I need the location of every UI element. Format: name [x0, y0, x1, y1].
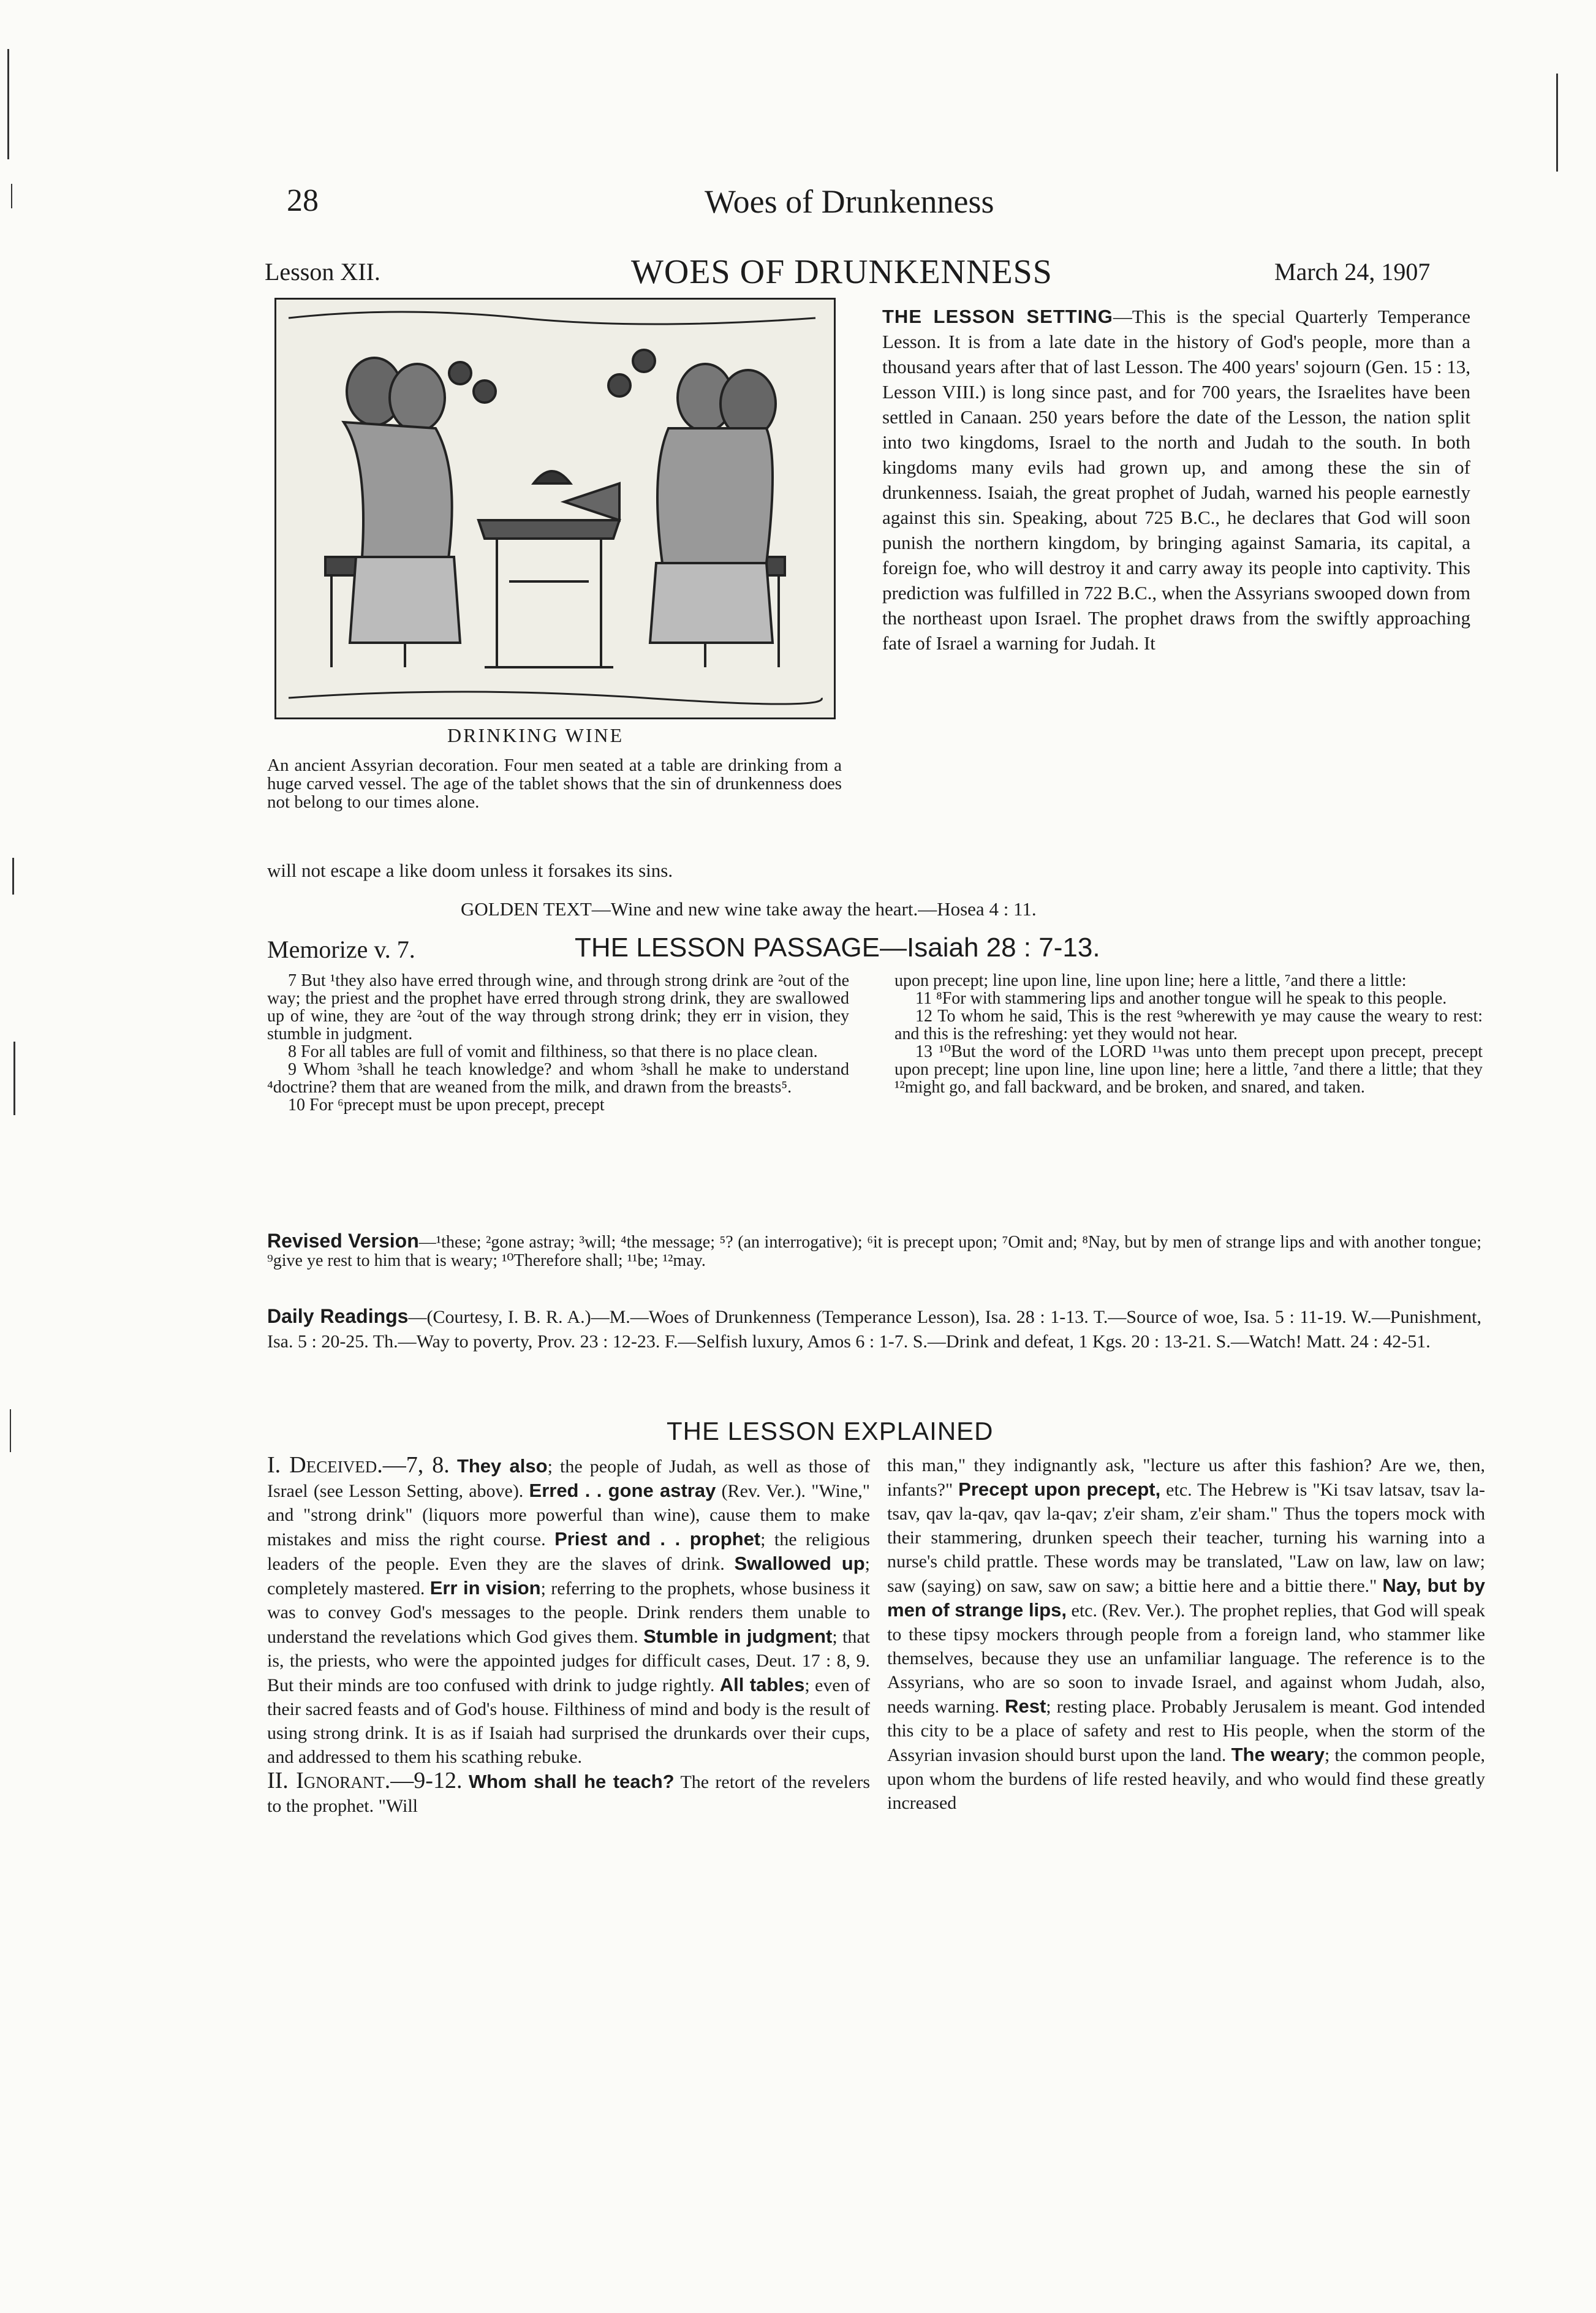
- explanation-text: ; the religious leaders of the people. Even they are the slaves of drink.: [267, 1529, 870, 1574]
- explanation-text: ; referring to the prophets, whose business it was to convey God's messages to the people. Drink renders them unable to understand the revelations which God gives them.: [267, 1578, 871, 1647]
- lesson-number: Lesson XII.: [265, 258, 380, 286]
- verse: upon precept; line upon line, line upon line; here a little, ⁷and there a little:: [894, 971, 1407, 990]
- revised-version-text: —¹these; ²gone astray; ³will; ⁴the message; ⁵? (an interrogative); ⁶it is precept upon; ⁷Omit and; ⁸Nay, but by men of strange lips and with another tongue; ⁹give ye rest to him that is weary; ¹⁰Therefore shall; ¹¹be; ¹²may.: [267, 1233, 1481, 1270]
- section-heading: II. Ignorant.—9-12.: [267, 1768, 463, 1793]
- lesson-setting-text: —This is the special Quarterly Temperance Lesson. It is from a late date in the history of God's people, more than a thousand years after that of last Lesson. The 400 years' sojourn (Gen. 15 : 13, Lesson VIII.) is long since past, and for 700 years, the Israelites have been settled in Canaan. 250 years before the date of the Lesson, the nation split into two kingdoms, Israel to the north and Judah to the south. In both kingdoms many evils had grown up, and among these the sin of drunkenness. Isaiah, the great prophet of Judah, warned his people earnestly against this sin. Speaking, about 725 B.C., he declares that God will soon punish the northern kingdom, by bringing against Samaria, its capital, a foreign foe, who will destroy it and carry away its people into captivity. This prediction was fulfilled in 722 B.C., when the Assyrians swooped down from the northeast upon Israel. The prophet draws from the swiftly approaching fate of Israel a warning for Judah. It: [882, 306, 1471, 654]
- explanation-text: (Rev. Ver.). "Wine," and "strong drink" (liquors more powerful than wine), cause them to make mistakes and miss the right course.: [267, 1481, 871, 1550]
- daily-readings-text: —(Courtesy, I. B. R. A.)—M.—Woes of Drunkenness (Temperance Lesson), Isa. 28 : 1-13. T.—Source of woe, Isa. 5 : 11-19. W.—Punishment, Isa. 5 : 20-25. Th.—Way to poverty, Prov. 23 : 12-23. F.—Selfish luxury, Amos 6 : 1-7. S.—Drink and defeat, 1 Kgs. 20 : 13-21. S.—Watch! Matt. 24 : 42-51.: [267, 1307, 1482, 1352]
- golden-text: GOLDEN TEXT—Wine and new wine take away the heart.—Hosea 4 : 11.: [461, 898, 1037, 920]
- verse: 7 But ¹they also have erred through wine, and through strong drink are ²out of the way; the priest and the prophet have erred through strong drink, they are swallowed up of wine, they are ²out of the way through strong drink; they err in vision, they stumble in judgment.: [267, 971, 849, 1043]
- verse: 13 ¹⁰But the word of the LORD ¹¹was unto them precept upon precept, precept upon precept; line upon line, line upon line; here a little, ⁷and there a little; that they ¹²might go, and fall backward, and be broken, and snared, and taken.: [894, 1042, 1483, 1097]
- scan-mark: [12, 858, 14, 895]
- lesson-setting-label: THE LESSON SETTING: [882, 306, 1113, 327]
- drinking-scene-drawing: [276, 300, 834, 717]
- daily-readings-label: Daily Readings: [267, 1305, 409, 1327]
- explained-right-column: [887, 1453, 1485, 1815]
- explanation-text: etc. (Rev. Ver.). The prophet replies, that God will speak to these tipsy mockers through people from a foreign land, who stammer like themselves, because they use an unfamiliar language. The reference is to the Assyrians, who are so soon to invade Israel, and against whom Judah, also, needs warning.: [887, 1600, 1485, 1717]
- lesson-setting-continued: will not escape a like doom unless it forsakes its sins.: [267, 860, 673, 881]
- explanation-text: ; resting place. Probably Jerusalem is meant. God intended this city to be a place of safety and rest to His people, when the storm of the Assyrian invasion should burst upon the land.: [887, 1697, 1485, 1765]
- verse: 11 ⁸For with stammering lips and another tongue will he speak to this people.: [915, 989, 1447, 1008]
- explanation-text: ; the people of Judah, as well as those of Israel (see Lesson Setting, above).: [267, 1456, 871, 1501]
- explanation-text: ; completely mastered.: [267, 1554, 870, 1599]
- illustration-caption: An ancient Assyrian decoration. Four men seated at a table are drinking from a huge carved vessel. The age of the tablet shows that the sin of drunkenness does not belong to our times alone.: [267, 755, 842, 812]
- explanation-text: this man," they indignantly ask, "lecture us after this fashion? Are we, then, infants?": [887, 1455, 1485, 1500]
- explained-title: THE LESSON EXPLAINED: [667, 1417, 994, 1445]
- verse: 9 Whom ³shall he teach knowledge? and whom ³shall he make to understand ⁴doctrine? them that are weaned from the milk, and drawn from the breasts⁵.: [267, 1060, 849, 1097]
- explanation-text: ; that is, the priests, who were the appointed judges for difficult cases, Deut. 17 : 8, 9. But their minds are too confused with drink to judge rightly.: [267, 1627, 870, 1695]
- explanation-text: ; even of their sacred feasts and of God's house. Filthiness of mind and body is the result of using strong drink. It is as if Isaiah had surprised the drunkards over their cups, and addressed to them his scathing rebuke.: [267, 1675, 870, 1767]
- page-number: 28: [287, 183, 319, 218]
- lesson-date: March 24, 1907: [1274, 258, 1431, 286]
- memorize-note: Memorize v. 7.: [267, 936, 415, 963]
- illustration-title: DRINKING WINE: [447, 724, 624, 746]
- keyword: Priest and . . prophet: [554, 1528, 761, 1550]
- keyword: Erred . . gone astray: [529, 1480, 716, 1501]
- keyword: Nay, but by men of strange lips,: [887, 1575, 1486, 1621]
- explanation-text: The retort of the revelers to the prophet. "Will: [267, 1772, 870, 1816]
- verse: 8 For all tables are full of vomit and filthiness, so that there is no place clean.: [288, 1042, 818, 1061]
- keyword: Err in vision: [429, 1577, 541, 1599]
- explanation-text: ; the common people, upon whom the burdens of life rested heavily, and who would find these greatly increased: [887, 1745, 1486, 1813]
- keyword: They also: [456, 1455, 548, 1477]
- keyword: Swallowed up: [734, 1553, 865, 1574]
- scan-mark: [1556, 74, 1558, 172]
- assyrian-relief-image: [274, 298, 836, 719]
- scan-mark: [13, 1042, 15, 1115]
- running-head: Woes of Drunkenness: [705, 183, 994, 220]
- daily-readings: [267, 1304, 1481, 1354]
- keyword: The weary: [1231, 1744, 1325, 1765]
- lesson-setting: [882, 304, 1470, 656]
- keyword: Precept upon precept,: [958, 1478, 1161, 1500]
- keyword: All tables: [719, 1674, 805, 1695]
- revised-version-notes: [267, 1232, 1481, 1270]
- verse: 12 To whom he said, This is the rest ⁹wherewith ye may cause the weary to rest: and this is the refreshing: yet they would not hear.: [894, 1007, 1483, 1043]
- revised-version-label: Revised Version: [267, 1230, 419, 1252]
- passage-left-column: [267, 972, 849, 1114]
- keyword: Rest: [1005, 1695, 1046, 1717]
- scan-mark: [11, 184, 12, 208]
- lesson-title: WOES OF DRUNKENNESS: [631, 253, 1053, 291]
- scan-mark: [7, 49, 9, 159]
- explained-left-column: [267, 1453, 870, 1818]
- passage-right-column: [894, 972, 1483, 1096]
- explanation-text: etc. The Hebrew is "Ki tsav latsav, tsav la-tsav, qav la-qav, qav la-qav; z'eir sham, z'eir sham." Thus the topers mock with their stammering, drunken speech their teacher, turning his warning into a nurse's child prattle. These words may be translated, "Law on law, law on law; saw (saying) on saw, saw on saw; a bittie here and a bittie there.": [887, 1480, 1486, 1596]
- section-heading: I. Deceived.—7, 8.: [267, 1452, 450, 1478]
- verse: 10 For ⁶precept must be upon precept, precept: [288, 1096, 605, 1115]
- scan-mark: [10, 1409, 11, 1452]
- keyword: Whom shall he teach?: [468, 1771, 675, 1792]
- passage-title: THE LESSON PASSAGE—Isaiah 28 : 7-13.: [575, 933, 1100, 963]
- keyword: Stumble in judgment: [643, 1626, 833, 1647]
